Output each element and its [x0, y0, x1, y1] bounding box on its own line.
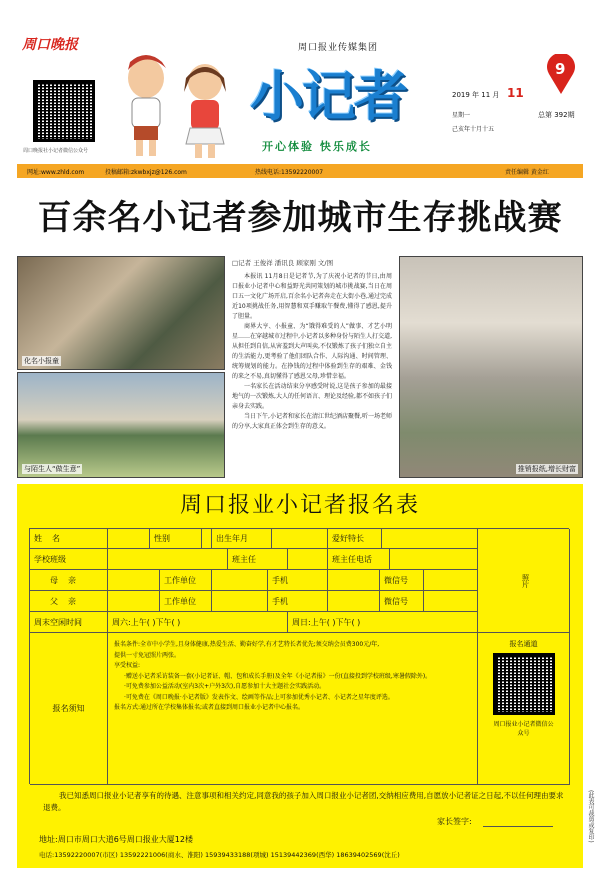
date-day: 11	[507, 86, 524, 100]
gender-field[interactable]	[202, 529, 212, 549]
father-phone-label: 手机	[268, 591, 328, 612]
weekday: 星期一	[452, 112, 471, 119]
qr-signup-caption: 周口报业小记者微信公众号	[493, 721, 554, 737]
date-line: 2019 年 11 月	[452, 91, 500, 99]
teacher-label: 班主任	[228, 549, 288, 570]
photo-box[interactable]	[478, 529, 570, 633]
teacher-phone-field[interactable]	[390, 549, 478, 570]
father-wechat-field[interactable]	[424, 591, 478, 612]
photo-caption: 推销报纸,增长财富	[517, 465, 576, 473]
notice-line: 报名方式:通过所在学校集体报名;或者直接到周口报业小记者中心报名。	[114, 704, 305, 711]
signup-qr-code[interactable]	[493, 653, 555, 715]
hobby-field[interactable]	[382, 529, 478, 549]
cut-note: (此表可裁剪或复印)	[587, 790, 594, 843]
page-number-badge	[546, 54, 576, 94]
father-phone-field[interactable]	[328, 591, 380, 612]
editor-text: 责任编辑 黄金红	[505, 168, 549, 176]
mother-wechat-label: 微信号	[380, 570, 424, 591]
publisher-name: 周口报业传媒集团	[298, 43, 379, 53]
school-field[interactable]	[108, 549, 228, 570]
name-field[interactable]	[108, 529, 150, 549]
article-body	[232, 272, 392, 478]
page-number: 9	[555, 60, 566, 78]
teacher-field[interactable]	[288, 549, 328, 570]
father-label: 父亲	[30, 591, 108, 612]
photo-caption: 化名小报童	[24, 357, 59, 365]
masthead-qr-code[interactable]	[33, 80, 95, 142]
signature-label: 家长签字:	[437, 817, 472, 826]
issue-number: 总第 392期	[538, 111, 575, 119]
notice-line: ·赠送小记者采访装备一套(小记者证、帽、包和成长手册)及全年《小记者报》一份(直接投到学校班级,寒暑假除外)。	[124, 672, 432, 680]
photo-label: 照片	[521, 573, 530, 588]
notice-line: 提供一寸免冠照片两张。	[114, 651, 181, 659]
form-table	[29, 528, 569, 784]
article-paragraph: 当日下午,小记者和家长在清江世纪酒店聚餐,听一场老师的分享,大家真正体会到生存的意义。	[232, 413, 392, 430]
notice-line: 享受权益:	[114, 662, 141, 669]
hotline-text: 热线电话:13592220007	[255, 168, 324, 176]
teacher-phone-label: 班主任电话	[328, 549, 390, 570]
email-text[interactable]: 投稿邮箱:zkwbxjz@126.com	[105, 168, 187, 176]
masthead-qr-caption: 周口晚报社小记者微信公众号	[23, 148, 89, 154]
notice-line: ·可免费参加公益活动(室内3次+户外3次),自愿参加十大主题社会实践活动。	[124, 683, 326, 690]
article-paragraph: 商界大亨、小报童、为“饿得难受的人”做事、才艺小明星……在穿越城市过程中,小记者以多种身份与陌生人打交道,从担任到自信,从害羞到大声叫卖,不仅锻炼了孩子们独立自主的生活能力,更考验了他们团队合作、人际沟通、时间管理、统筹规划的能力。在挣钱的过程中体验到生存的艰难、金钱的来之不易,真切懂得了感恩父母,珍惜幸福。	[232, 323, 392, 380]
father-name-field[interactable]	[108, 591, 160, 612]
registration-form	[17, 484, 583, 868]
sunday-field[interactable]: 周日:上午( )下午( )	[288, 612, 478, 633]
masthead-slogan: 开心体验 快乐成长	[262, 140, 372, 153]
photo-group-kids	[17, 372, 225, 478]
paper-logo: 周口晚报	[22, 37, 78, 53]
saturday-field[interactable]: 周六:上午( )下午( )	[108, 612, 288, 633]
mother-work-field[interactable]	[212, 570, 268, 591]
masthead-title-logo: 小记者	[250, 65, 406, 128]
byline: □记者 王俊祥 潘讯良 顾家刚 文/图	[232, 259, 334, 267]
notice-line: ·可免费在《周口晚报·小记者版》发表作文、绘画等作品;上可参加优秀小记者、小记者之星年度评选。	[124, 693, 394, 701]
mother-work-label: 工作单位	[160, 570, 212, 591]
headline: 百余名小记者参加城市生存挑战赛	[37, 198, 563, 238]
signature-field[interactable]	[483, 826, 553, 827]
lunar-date: 己亥年十月十五	[452, 126, 495, 133]
school-label: 学校班级	[30, 549, 108, 570]
photo-selling-newspapers	[399, 256, 583, 478]
website-text[interactable]: 网址:www.zhld.com	[27, 168, 85, 176]
pledge-text: 我已知悉周口报业小记者享有的待遇、注意事项和相关约定,同意我的孩子加入周口报业小记者团,交纳相应费用,自愿放小记者证之日起,不以任何理由要求退费。	[43, 791, 564, 812]
name-label: 姓名	[30, 529, 108, 549]
form-title: 周口报业小记者报名表	[179, 493, 420, 518]
form-phones: 电话:13592220007(市区) 13592221006(商水、淮阳) 15939433188(项城) 15139442369(西华) 18639402569(沈丘)	[39, 851, 400, 859]
mother-wechat-field[interactable]	[424, 570, 478, 591]
qr-signup-box	[478, 633, 570, 785]
mother-phone-label: 手机	[268, 570, 328, 591]
contact-bar	[17, 164, 583, 178]
form-address: 地址:周口市周口大道6号周口报业大厦12楼	[39, 835, 193, 844]
father-work-field[interactable]	[212, 591, 268, 612]
mother-name-field[interactable]	[108, 570, 160, 591]
article-paragraph: 一名家长在活动结束分享感受时说,这是孩子参加的最接地气的一次锻炼,大人的任何语言、理论及经验,都不如孩子们亲身去实践。	[232, 383, 392, 410]
mother-phone-field[interactable]	[328, 570, 380, 591]
notice-label: 报名须知	[30, 633, 108, 785]
photo-newsboy	[17, 256, 225, 370]
cartoon-girl-illustration	[182, 56, 228, 160]
cartoon-boy-illustration	[122, 50, 170, 160]
notice-content	[108, 633, 478, 785]
birth-label: 出生年月	[212, 529, 272, 549]
mother-label: 母亲	[30, 570, 108, 591]
father-work-label: 工作单位	[160, 591, 212, 612]
birth-field[interactable]	[272, 529, 328, 549]
qr-signup-title: 报名通道	[509, 640, 538, 648]
gender-label: 性别	[150, 529, 202, 549]
weekend-label: 周末空闲时间	[30, 612, 108, 633]
notice-line: 报名条件:全市中小学生,且身体健康,热爱生活、勤奋好学,有才艺特长者优先;须交纳会员费300元/年,	[114, 641, 380, 648]
hobby-label: 爱好特长	[328, 529, 382, 549]
photo-caption: 与陌生人“做生意”	[24, 465, 81, 473]
article-paragraph: 本报讯 11月8日是记者节,为了庆祝小记者的节日,由周口报业小记者中心和益野光共同策划的城市挑战赛,当日在周口五一文化广场开启,百余名小记者奔走在大街小巷,通过完成近10项挑战任务,用智慧和双手赚取午餐费,懂得了感恩,提升了胆量。	[232, 273, 392, 320]
father-wechat-label: 微信号	[380, 591, 424, 612]
